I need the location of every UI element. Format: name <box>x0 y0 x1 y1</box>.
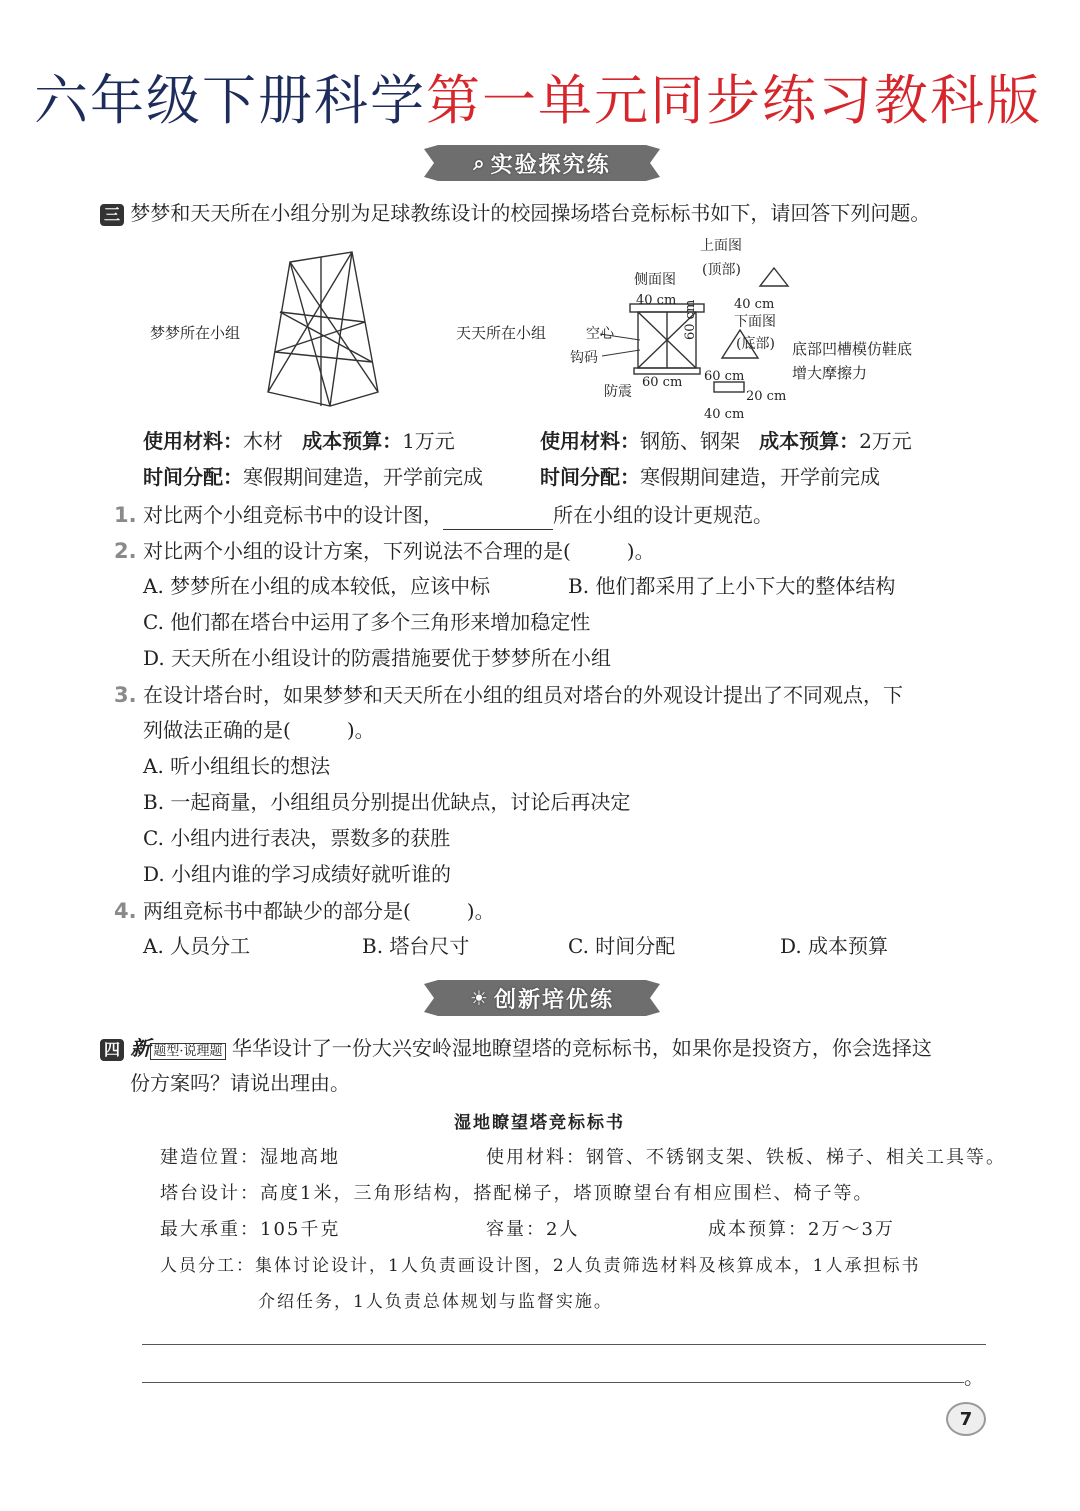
option-2d: D. 天天所在小组设计的防震措施要优于梦梦所在小组 <box>143 646 612 670</box>
answer-line-2[interactable] <box>142 1382 964 1383</box>
quake-label: 防震 <box>604 384 632 400</box>
option-4c: C. 时间分配 <box>568 934 676 958</box>
bottom-width-label: 60 cm <box>704 369 745 384</box>
option-2c: C. 他们都在塔台中运用了多个三角形来增加稳定性 <box>143 610 591 634</box>
lightbulb-icon: ☀ <box>470 986 490 1010</box>
option-3b: B. 一起商量，小组组员分别提出优缺点，讨论后再决定 <box>143 790 631 814</box>
page-number: 7 <box>946 1402 986 1436</box>
groove-label: 20 cm <box>746 389 787 404</box>
title-part2: 第一单元同步练习教科版 <box>426 69 1042 132</box>
note-line2: 增大摩擦力 <box>792 364 868 382</box>
option-4a: A. 人员分工 <box>143 934 251 958</box>
type-tag: 题型·说理题 <box>150 1043 225 1060</box>
groove-width-label: 40 cm <box>704 407 745 422</box>
tower-a-drawing <box>268 252 378 406</box>
section-banner-explore <box>424 145 660 181</box>
group-b-label: 天天所在小组 <box>456 324 547 342</box>
question-4: 4. 两组竞标书中都缺少的部分是( )。 <box>114 899 495 923</box>
answer-blank[interactable] <box>443 509 553 530</box>
option-4d: D. 成本预算 <box>780 934 889 958</box>
title-part1: 六年级下册科学 <box>34 69 426 132</box>
top-width-label: 40 cm <box>734 297 775 312</box>
base-width-label: 60 cm <box>642 375 683 390</box>
option-3a: A. 听小组组长的想法 <box>143 754 331 778</box>
doc-design: 塔台设计：高度1米，三角形结构，搭配梯子，塔顶瞭望台有相应围栏、椅子等。 <box>160 1183 874 1204</box>
question-4-stem <box>100 1033 932 1067</box>
section-banner-innovate <box>424 980 660 1016</box>
answer-line-1[interactable] <box>142 1344 986 1345</box>
bottom-view-label: 下面图 <box>734 314 776 330</box>
option-2a: A. 梦梦所在小组的成本较低，应该中标 <box>143 574 491 598</box>
note-line1: 底部凹槽模仿鞋底 <box>792 340 913 358</box>
doc-cost: 成本预算：2万～3万 <box>708 1219 895 1240</box>
doc-capacity: 容量：2人 <box>486 1219 580 1240</box>
group-a-label: 梦梦所在小组 <box>150 324 241 342</box>
weight-label: 钩码 <box>570 350 598 366</box>
group-b-materials: 使用材料：钢筋、钢架 成本预算：2万元 <box>540 429 912 453</box>
question-4-line2: 份方案吗？请说出理由。 <box>130 1071 350 1095</box>
height-label: 60 cm <box>683 299 698 340</box>
side-view-label: 侧面图 <box>634 272 676 288</box>
page-title <box>34 58 1042 135</box>
question-number-badge: 四 <box>100 1039 124 1061</box>
question-3: 3. 在设计塔台时，如果梦梦和天天所在小组的组员对塔台的外观设计提出了不同观点，下 <box>114 683 903 707</box>
group-a-materials: 使用材料：木材 成本预算：1万元 <box>143 429 455 453</box>
top-view-label: 上面图 <box>700 238 742 254</box>
new-tag: 新 <box>130 1036 151 1060</box>
doc-load: 最大承重：105千克 <box>160 1219 341 1240</box>
end-mark: 。 <box>964 1365 984 1389</box>
doc-staff-line1: 人员分工：集体讨论设计，1人负责画设计图，2人负责筛选材料及核算成本，1人承担标书 <box>160 1256 921 1276</box>
question-3-text: 梦梦和天天所在小组分别为足球教练设计的校园操场塔台竞标标书如下，请回答下列问题。 <box>130 201 931 225</box>
question-1: 1. 对比两个小组竞标书中的设计图， 所在小组的设计更规范。 <box>114 500 773 530</box>
section-title-innovate: 创新培优练 <box>493 987 614 1013</box>
question-2: 2. 对比两个小组的设计方案，下列说法不合理的是( )。 <box>114 539 655 563</box>
hollow-label: 空心 <box>586 326 614 342</box>
section-title-explore: 实验探究练 <box>490 152 611 178</box>
side-width-label: 40 cm <box>636 293 677 308</box>
option-2b: B. 他们都采用了上小下大的整体结构 <box>568 574 896 598</box>
doc-location: 建造位置：湿地高地 <box>160 1147 340 1168</box>
bottom-part-label: (底部) <box>736 336 775 352</box>
option-3c: C. 小组内进行表决，票数多的获胜 <box>143 826 451 850</box>
doc-title: 湿地瞭望塔竞标标书 <box>454 1113 625 1133</box>
question-4-line1: 华华设计了一份大兴安岭湿地瞭望塔的竞标标书，如果你是投资方，你会选择这 <box>231 1036 932 1060</box>
group-a-time: 时间分配：寒假期间建造，开学前完成 <box>143 465 483 489</box>
option-4b: B. 塔台尺寸 <box>362 934 470 958</box>
doc-staff-line2: 介绍任务，1人负责总体规划与监督实施。 <box>258 1292 613 1312</box>
search-icon: ⌕ <box>473 151 487 175</box>
option-3d: D. 小组内谁的学习成绩好就听谁的 <box>143 862 452 886</box>
question-number-badge: 三 <box>100 204 124 226</box>
top-part-label: (顶部) <box>702 262 741 278</box>
question-3-stem <box>100 198 930 228</box>
question-3-line2: 列做法正确的是( )。 <box>143 718 375 742</box>
doc-materials: 使用材料：钢管、不锈钢支架、铁板、梯子、相关工具等。 <box>486 1147 1006 1168</box>
group-b-time: 时间分配：寒假期间建造，开学前完成 <box>540 465 880 489</box>
tower-designs-figure <box>140 232 960 424</box>
